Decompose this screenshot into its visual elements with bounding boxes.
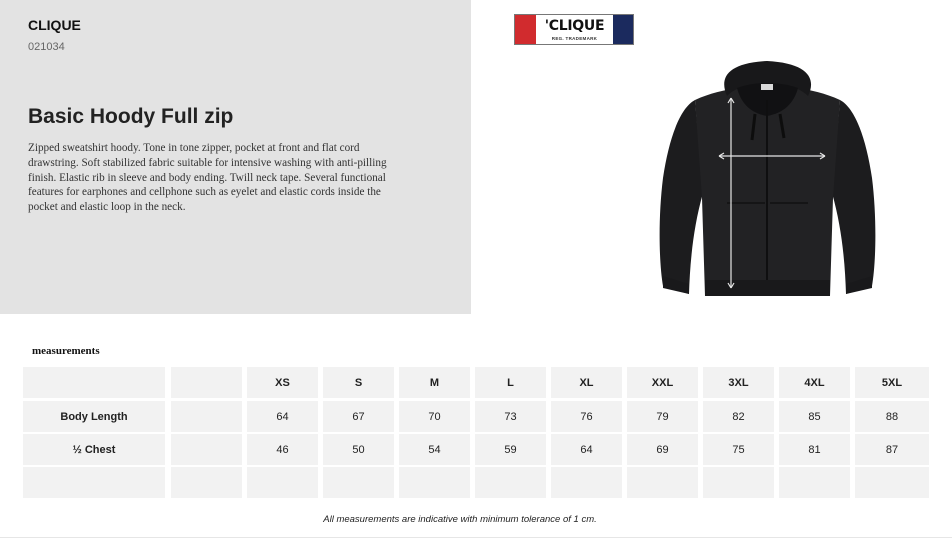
table-cell: 79: [627, 401, 698, 432]
size-header-m: M: [399, 367, 470, 398]
size-header-xl: XL: [551, 367, 622, 398]
size-header-5xl: 5XL: [855, 367, 929, 398]
brand-name: CLIQUE: [28, 17, 81, 33]
product-info-panel: [0, 0, 471, 314]
empty-table-cell: [779, 467, 850, 498]
table-spacer-cell: [171, 401, 242, 432]
empty-table-cell: [323, 467, 394, 498]
logo-red-block: [515, 15, 536, 44]
row-label-half-chest: ½ Chest: [23, 434, 165, 465]
table-cell: 75: [703, 434, 774, 465]
hoodie-image: [655, 58, 880, 300]
bottom-divider: [0, 537, 952, 538]
empty-table-cell: [703, 467, 774, 498]
empty-table-cell: [475, 467, 546, 498]
table-corner-cell: [23, 367, 165, 398]
logo-subtitle: REG. TRADEMARK: [551, 36, 598, 41]
empty-table-cell: [171, 467, 242, 498]
size-header-3xl: 3XL: [703, 367, 774, 398]
table-cell: 46: [247, 434, 318, 465]
product-description: Zipped sweatshirt hoody. Tone in tone zipper, pocket at front and flat cord drawstring. Soft stabilized fabric suitable for intensive washing with anti-pilling finish. Elastic rib in sleeve and body ending. Twill neck tape. Several functional features for earphones and cellphone such as eyelet and elastic cords inside the pocket and elastic loop in the neck.: [28, 142, 387, 214]
measurements-footnote: All measurements are indicative with minimum tolerance of 1 cm.: [323, 514, 597, 525]
size-header-s: S: [323, 367, 394, 398]
empty-table-cell: [247, 467, 318, 498]
table-cell: 69: [627, 434, 698, 465]
product-code: 021034: [28, 41, 65, 53]
size-header-4xl: 4XL: [779, 367, 850, 398]
table-cell: 85: [779, 401, 850, 432]
clique-logo: [514, 14, 634, 45]
logo-blue-block: [613, 15, 633, 44]
logo-wordmark: 'CLIQUE: [544, 18, 605, 34]
table-spacer-cell: [171, 434, 242, 465]
table-spacer-cell: [171, 367, 242, 398]
empty-table-cell: [399, 467, 470, 498]
table-cell: 88: [855, 401, 929, 432]
table-cell: 59: [475, 434, 546, 465]
empty-table-cell: [627, 467, 698, 498]
table-cell: 76: [551, 401, 622, 432]
empty-table-cell: [855, 467, 929, 498]
table-cell: 67: [323, 401, 394, 432]
size-header-xxl: XXL: [627, 367, 698, 398]
table-cell: 70: [399, 401, 470, 432]
hoodie-body: [660, 61, 876, 296]
empty-table-cell: [551, 467, 622, 498]
table-cell: 81: [779, 434, 850, 465]
row-label-body-length: Body Length: [23, 401, 165, 432]
table-cell: 64: [247, 401, 318, 432]
table-cell: 54: [399, 434, 470, 465]
size-header-l: L: [475, 367, 546, 398]
measurements-title: measurements: [32, 345, 100, 357]
empty-table-cell: [23, 467, 165, 498]
table-cell: 64: [551, 434, 622, 465]
table-cell: 73: [475, 401, 546, 432]
table-cell: 82: [703, 401, 774, 432]
table-cell: 87: [855, 434, 929, 465]
size-header-xs: XS: [247, 367, 318, 398]
table-cell: 50: [323, 434, 394, 465]
product-title: Basic Hoody Full zip: [28, 105, 234, 128]
